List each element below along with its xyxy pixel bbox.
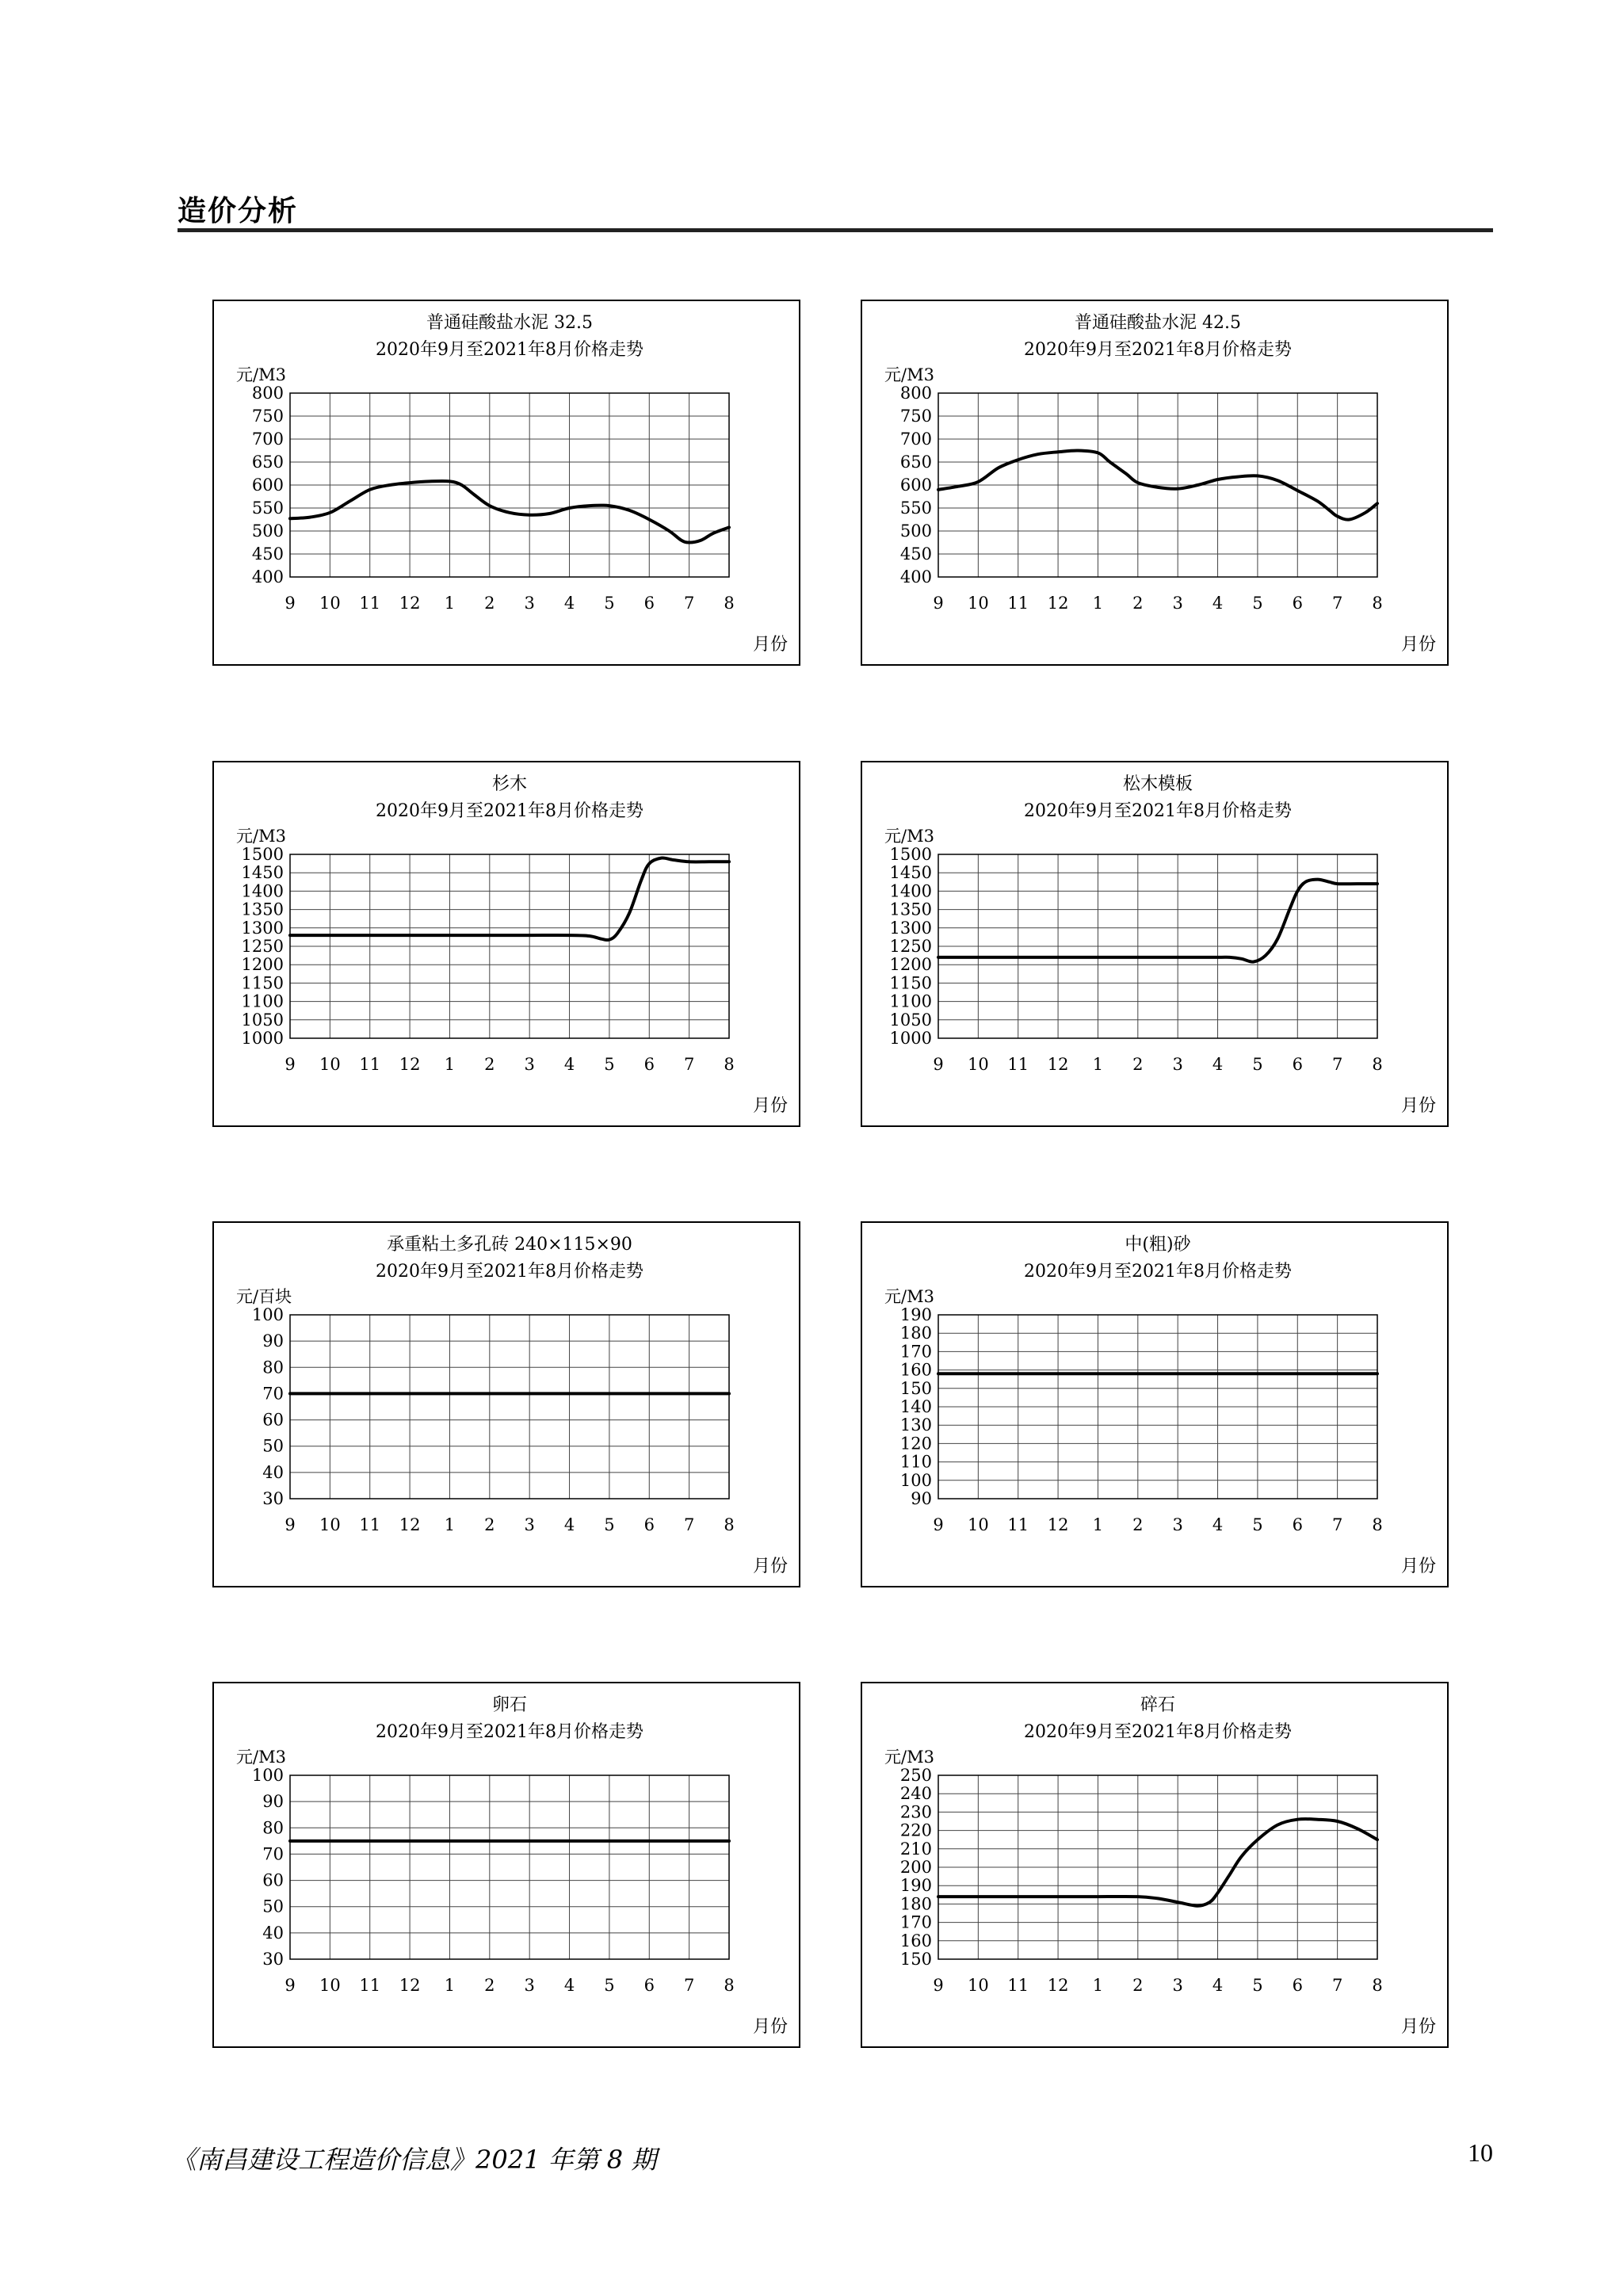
x-tick-label: 5 — [1252, 594, 1263, 613]
x-tick-label: 2 — [1132, 1976, 1144, 1995]
x-tick-label: 1 — [1092, 1055, 1104, 1074]
y-tick-label: 450 — [251, 544, 284, 563]
y-axis-label: 元/M3 — [236, 827, 286, 846]
grid — [290, 1315, 729, 1499]
x-tick-label: 5 — [604, 1515, 615, 1534]
y-tick-label: 550 — [899, 499, 932, 518]
chart-svg — [214, 1223, 799, 1586]
y-tick-label: 170 — [899, 1342, 932, 1362]
x-tick-label: 11 — [1007, 1055, 1029, 1074]
x-tick-label: 6 — [1292, 1515, 1303, 1534]
y-tick-label: 1000 — [241, 1029, 284, 1048]
y-tick-label: 1500 — [889, 845, 932, 864]
y-tick-label: 1350 — [889, 900, 932, 919]
y-tick-label: 80 — [262, 1358, 284, 1377]
y-axis-label: 元/M3 — [884, 1748, 934, 1767]
x-tick-label: 3 — [1172, 1055, 1183, 1074]
y-tick-label: 1300 — [241, 918, 284, 938]
y-tick-label: 500 — [251, 521, 284, 541]
x-tick-label: 1 — [1092, 594, 1104, 613]
y-tick-label: 750 — [251, 407, 284, 426]
y-tick-label: 550 — [251, 499, 284, 518]
series-line — [938, 880, 1377, 962]
x-tick-label: 7 — [683, 1976, 695, 1995]
chart-title: 普通硅酸盐水泥 32.5 — [426, 313, 593, 333]
y-tick-label: 30 — [262, 1950, 284, 1969]
chart-title: 卵石 — [491, 1695, 528, 1715]
chart-svg — [214, 1683, 799, 2046]
grid — [938, 1315, 1377, 1499]
y-tick-label: 100 — [899, 1470, 932, 1490]
x-tick-label: 12 — [399, 1515, 421, 1534]
grid — [290, 854, 729, 1038]
y-tick-label: 1200 — [889, 955, 932, 975]
x-axis-label: 月份 — [752, 1557, 788, 1576]
x-tick-label: 9 — [933, 1976, 944, 1995]
chart-subtitle: 2020年9月至2021年8月价格走势 — [376, 801, 643, 821]
x-tick-label: 12 — [399, 1976, 421, 1995]
y-tick-label: 400 — [251, 567, 284, 586]
x-tick-label: 10 — [319, 1515, 341, 1534]
y-tick-label: 150 — [899, 1950, 932, 1969]
x-tick-label: 12 — [399, 1055, 421, 1074]
y-tick-label: 1450 — [889, 863, 932, 883]
x-tick-label: 10 — [319, 1976, 341, 1995]
chart-sand — [861, 1221, 1449, 1587]
y-tick-label: 40 — [262, 1923, 284, 1943]
y-tick-label: 190 — [899, 1876, 932, 1896]
y-tick-label: 1400 — [889, 881, 932, 901]
y-tick-label: 50 — [262, 1436, 284, 1456]
y-tick-label: 170 — [899, 1912, 932, 1932]
y-tick-label: 650 — [899, 453, 932, 472]
y-tick-label: 90 — [911, 1489, 932, 1508]
y-tick-label: 220 — [899, 1820, 932, 1840]
y-tick-label: 30 — [262, 1489, 284, 1508]
x-tick-label: 8 — [724, 594, 735, 613]
y-tick-label: 40 — [262, 1462, 284, 1482]
section-title: 造价分析 — [178, 195, 299, 227]
x-tick-label: 6 — [643, 1055, 655, 1074]
y-tick-label: 80 — [262, 1818, 284, 1838]
chart-subtitle: 2020年9月至2021年8月价格走势 — [1024, 1722, 1292, 1742]
x-tick-label: 12 — [1047, 1055, 1069, 1074]
x-tick-label: 5 — [604, 1055, 615, 1074]
x-tick-label: 1 — [444, 1976, 456, 1995]
y-tick-label: 500 — [899, 521, 932, 541]
x-tick-label: 12 — [1047, 594, 1069, 613]
x-tick-label: 6 — [643, 594, 655, 613]
x-axis-label: 月份 — [1400, 1096, 1436, 1116]
x-tick-label: 2 — [484, 1976, 495, 1995]
x-tick-label: 4 — [563, 594, 575, 613]
x-tick-label: 5 — [1252, 1976, 1263, 1995]
y-tick-label: 50 — [262, 1897, 284, 1916]
x-tick-label: 11 — [359, 1976, 381, 1995]
y-axis-label: 元/百块 — [236, 1287, 292, 1306]
y-tick-label: 1100 — [889, 991, 932, 1011]
x-tick-label: 6 — [1292, 1976, 1303, 1995]
y-tick-label: 100 — [251, 1766, 284, 1785]
y-tick-label: 180 — [899, 1894, 932, 1914]
y-tick-label: 1400 — [241, 881, 284, 901]
x-tick-label: 6 — [1292, 594, 1303, 613]
x-tick-label: 3 — [1172, 1976, 1183, 1995]
y-tick-label: 1250 — [889, 937, 932, 956]
x-tick-label: 2 — [484, 1515, 495, 1534]
x-tick-label: 4 — [1212, 1515, 1224, 1534]
y-axis-label: 元/M3 — [884, 827, 934, 846]
y-axis-label: 元/M3 — [236, 1748, 286, 1767]
x-axis-label: 月份 — [1400, 635, 1436, 655]
x-tick-label: 5 — [1252, 1055, 1263, 1074]
y-tick-label: 110 — [899, 1452, 932, 1472]
y-tick-label: 100 — [251, 1305, 284, 1324]
x-tick-label: 3 — [1172, 594, 1183, 613]
x-tick-label: 4 — [563, 1055, 575, 1074]
plot-frame — [290, 1315, 729, 1499]
page-number: 10 — [1468, 2138, 1493, 2167]
x-tick-label: 3 — [524, 1055, 535, 1074]
x-tick-label: 3 — [1172, 1515, 1183, 1534]
grid — [938, 393, 1377, 577]
y-axis-label: 元/M3 — [884, 365, 934, 384]
x-tick-label: 2 — [1132, 1515, 1144, 1534]
chart-subtitle: 2020年9月至2021年8月价格走势 — [376, 340, 643, 360]
x-tick-label: 4 — [563, 1976, 575, 1995]
y-tick-label: 190 — [899, 1305, 932, 1324]
x-tick-label: 9 — [285, 1055, 296, 1074]
grid — [938, 1775, 1377, 1959]
chart-title: 杉木 — [491, 774, 528, 794]
x-axis-label: 月份 — [752, 2017, 788, 2037]
x-tick-label: 11 — [1007, 594, 1029, 613]
chart-cement-42-5 — [861, 300, 1449, 666]
x-tick-label: 5 — [604, 594, 615, 613]
chart-clay-brick — [212, 1221, 800, 1587]
chart-svg — [862, 301, 1447, 664]
y-tick-label: 250 — [899, 1766, 932, 1785]
x-tick-label: 6 — [643, 1976, 655, 1995]
y-tick-label: 180 — [899, 1324, 932, 1343]
header-rule — [178, 228, 1493, 232]
chart-svg — [214, 762, 799, 1125]
x-tick-label: 12 — [399, 594, 421, 613]
y-tick-label: 700 — [251, 430, 284, 449]
x-tick-label: 5 — [1252, 1515, 1263, 1534]
series-line — [938, 1819, 1377, 1906]
chart-crushed-stone — [861, 1682, 1449, 2048]
grid — [938, 854, 1377, 1038]
x-axis-label: 月份 — [1400, 2017, 1436, 2037]
y-axis-label: 元/M3 — [884, 1287, 934, 1306]
x-tick-label: 7 — [683, 594, 695, 613]
x-tick-label: 3 — [524, 1515, 535, 1534]
series-line — [290, 481, 729, 543]
chart-svg — [862, 1683, 1447, 2046]
chart-svg — [862, 1223, 1447, 1586]
y-tick-label: 70 — [262, 1384, 284, 1404]
chart-subtitle: 2020年9月至2021年8月价格走势 — [1024, 340, 1292, 360]
x-tick-label: 2 — [1132, 1055, 1144, 1074]
chart-title: 承重粘土多孔砖 240×115×90 — [387, 1235, 632, 1255]
x-tick-label: 8 — [1372, 1055, 1383, 1074]
x-tick-label: 1 — [444, 1055, 456, 1074]
y-tick-label: 700 — [899, 430, 932, 449]
grid — [290, 1775, 729, 1959]
chart-svg — [214, 301, 799, 664]
y-tick-label: 230 — [899, 1802, 932, 1822]
y-tick-label: 200 — [899, 1858, 932, 1877]
y-axis-label: 元/M3 — [236, 365, 286, 384]
x-tick-label: 6 — [1292, 1055, 1303, 1074]
y-tick-label: 400 — [899, 567, 932, 586]
y-tick-label: 650 — [251, 453, 284, 472]
x-tick-label: 11 — [359, 1515, 381, 1534]
x-tick-label: 8 — [1372, 1976, 1383, 1995]
x-tick-label: 1 — [444, 594, 456, 613]
y-tick-label: 1300 — [889, 918, 932, 938]
x-tick-label: 1 — [444, 1515, 456, 1534]
x-tick-label: 9 — [933, 1515, 944, 1534]
x-tick-label: 1 — [1092, 1976, 1104, 1995]
x-tick-label: 9 — [933, 594, 944, 613]
x-tick-label: 11 — [1007, 1515, 1029, 1534]
publication-name: 《南昌建设工程造价信息》2021 年第 8 期 — [171, 2145, 657, 2175]
x-tick-label: 4 — [1212, 594, 1224, 613]
x-tick-label: 6 — [643, 1515, 655, 1534]
y-tick-label: 1500 — [241, 845, 284, 864]
chart-svg — [862, 762, 1447, 1125]
y-tick-label: 1350 — [241, 900, 284, 919]
y-tick-label: 240 — [899, 1784, 932, 1804]
chart-title: 中(粗)砂 — [1125, 1235, 1191, 1255]
y-tick-label: 1150 — [889, 973, 932, 993]
chart-subtitle: 2020年9月至2021年8月价格走势 — [376, 1262, 643, 1282]
x-tick-label: 10 — [967, 1515, 989, 1534]
x-tick-label: 9 — [285, 594, 296, 613]
y-tick-label: 800 — [899, 384, 932, 403]
x-tick-label: 4 — [1212, 1055, 1224, 1074]
y-tick-label: 90 — [262, 1331, 284, 1351]
y-tick-label: 600 — [251, 476, 284, 495]
x-tick-label: 1 — [1092, 1515, 1104, 1534]
x-tick-label: 10 — [319, 1055, 341, 1074]
x-tick-label: 2 — [484, 594, 495, 613]
y-tick-label: 160 — [899, 1931, 932, 1950]
y-tick-label: 120 — [899, 1434, 932, 1454]
y-tick-label: 1200 — [241, 955, 284, 975]
y-tick-label: 210 — [899, 1839, 932, 1859]
y-tick-label: 750 — [899, 407, 932, 426]
x-tick-label: 8 — [1372, 594, 1383, 613]
x-tick-label: 9 — [285, 1515, 296, 1534]
plot-frame — [290, 1775, 729, 1959]
x-tick-label: 7 — [1331, 1976, 1343, 1995]
x-tick-label: 11 — [359, 1055, 381, 1074]
x-tick-label: 4 — [1212, 1976, 1224, 1995]
y-tick-label: 140 — [899, 1397, 932, 1416]
x-tick-label: 12 — [1047, 1976, 1069, 1995]
x-tick-label: 5 — [604, 1976, 615, 1995]
x-tick-label: 11 — [1007, 1976, 1029, 1995]
x-tick-label: 8 — [724, 1515, 735, 1534]
chart-cement-32-5 — [212, 300, 800, 666]
x-tick-label: 7 — [1331, 1055, 1343, 1074]
x-tick-label: 10 — [967, 1055, 989, 1074]
x-tick-label: 4 — [563, 1515, 575, 1534]
chart-subtitle: 2020年9月至2021年8月价格走势 — [376, 1722, 643, 1742]
grid — [290, 393, 729, 577]
chart-title: 普通硅酸盐水泥 42.5 — [1075, 313, 1241, 333]
x-tick-label: 12 — [1047, 1515, 1069, 1534]
chart-subtitle: 2020年9月至2021年8月价格走势 — [1024, 1262, 1292, 1282]
y-tick-label: 1000 — [889, 1029, 932, 1048]
x-axis-label: 月份 — [1400, 1557, 1436, 1576]
x-tick-label: 10 — [319, 594, 341, 613]
x-axis-label: 月份 — [752, 1096, 788, 1116]
y-tick-label: 1150 — [241, 973, 284, 993]
y-tick-label: 90 — [262, 1792, 284, 1812]
y-tick-label: 160 — [899, 1360, 932, 1380]
x-tick-label: 11 — [359, 594, 381, 613]
y-tick-label: 1450 — [241, 863, 284, 883]
y-tick-label: 60 — [262, 1870, 284, 1890]
x-tick-label: 2 — [484, 1055, 495, 1074]
chart-fir-wood — [212, 761, 800, 1127]
x-tick-label: 3 — [524, 594, 535, 613]
chart-pine-formwork — [861, 761, 1449, 1127]
y-tick-label: 70 — [262, 1844, 284, 1864]
x-tick-label: 9 — [933, 1055, 944, 1074]
x-axis-label: 月份 — [752, 635, 788, 655]
x-tick-label: 8 — [724, 1976, 735, 1995]
chart-subtitle: 2020年9月至2021年8月价格走势 — [1024, 801, 1292, 821]
chart-title: 碎石 — [1140, 1695, 1176, 1715]
x-tick-label: 3 — [524, 1976, 535, 1995]
x-tick-label: 2 — [1132, 594, 1144, 613]
chart-title: 松木模板 — [1122, 774, 1193, 794]
y-tick-label: 1100 — [241, 991, 284, 1011]
y-tick-label: 800 — [251, 384, 284, 403]
x-tick-label: 10 — [967, 594, 989, 613]
y-tick-label: 60 — [262, 1410, 284, 1430]
chart-pebble — [212, 1682, 800, 2048]
x-tick-label: 7 — [1331, 594, 1343, 613]
x-tick-label: 8 — [724, 1055, 735, 1074]
y-tick-label: 150 — [899, 1378, 932, 1398]
y-tick-label: 600 — [899, 476, 932, 495]
y-tick-label: 1050 — [241, 1010, 284, 1030]
x-tick-label: 7 — [1331, 1515, 1343, 1534]
y-tick-label: 1250 — [241, 937, 284, 956]
x-tick-label: 7 — [683, 1055, 695, 1074]
y-tick-label: 450 — [899, 544, 932, 563]
x-tick-label: 7 — [683, 1515, 695, 1534]
y-tick-label: 130 — [899, 1415, 932, 1435]
x-tick-label: 8 — [1372, 1515, 1383, 1534]
x-tick-label: 9 — [285, 1976, 296, 1995]
y-tick-label: 1050 — [889, 1010, 932, 1030]
x-tick-label: 10 — [967, 1976, 989, 1995]
